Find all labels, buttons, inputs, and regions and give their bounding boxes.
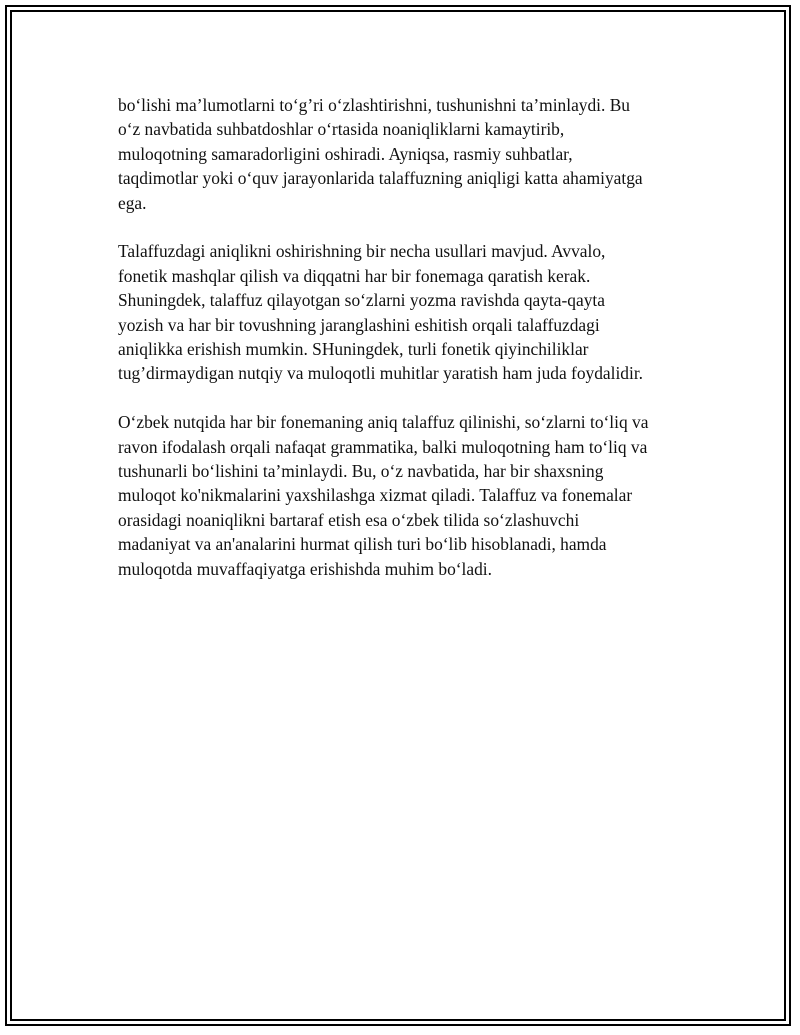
text-line: Talaffuzdagi aniqlikni oshirishning bir necha usullari mavjud. Avvalo, [118,241,606,262]
paragraph-2 [118,239,698,385]
text-line: ravon ifodalash orqali nafaqat grammatika, balki muloqotning ham to‘liq va [118,436,648,457]
text-line: taqdimotlar yoki o‘quv jarayonlarida talaffuzning aniqligi katta ahamiyatga [118,168,643,189]
document-body [118,93,698,605]
text-line: tushunarli bo‘lishini ta’minlaydi. Bu, o‘z navbatida, har bir shaxsning [118,461,604,482]
text-line: aniqlikka erishish mumkin. SHuningdek, turli fonetik qiyinchiliklar [118,339,589,360]
text-line: O‘zbek nutqida har bir fonemaning aniq talaffuz qilinishi, so‘zlarni to‘liq va [118,412,649,433]
text-line: madaniyat va an'analarini hurmat qilish turi bo‘lib hisoblanadi, hamda [118,534,607,555]
paragraph-1 [118,93,698,215]
text-line: muloqot ko'nikmalarini yaxshilashga xizmat qiladi. Talaffuz va fonemalar [118,485,633,506]
text-line: tug’dirmaydigan nutqiy va muloqotli muhitlar yaratish ham juda foydalidir. [118,363,644,384]
paragraph-3 [118,410,698,581]
text-line: yozish va har bir tovushning jaranglashini eshitish orqali talaffuzdagi [118,314,600,335]
text-line: ega. [118,192,147,213]
text-line: fonetik mashqlar qilish va diqqatni har bir fonemaga qaratish kerak. [118,265,591,286]
text-line: orasidagi noaniqlikni bartaraf etish esa o‘zbek tilida so‘zlashuvchi [118,509,580,530]
text-line: bo‘lishi ma’lumotlarni to‘g’ri o‘zlashtirishni, tushunishni ta’minlaydi. Bu [118,95,630,115]
text-line: muloqotda muvaffaqiyatga erishishda muhim bo‘ladi. [118,558,492,579]
text-line: muloqotning samaradorligini oshiradi. Ayniqsa, rasmiy suhbatlar, [118,143,573,164]
text-line: o‘z navbatida suhbatdoshlar o‘rtasida noaniqliklarni kamaytirib, [118,119,565,140]
text-line: Shuningdek, talaffuz qilayotgan so‘zlarni yozma ravishda qayta-qayta [118,290,605,311]
